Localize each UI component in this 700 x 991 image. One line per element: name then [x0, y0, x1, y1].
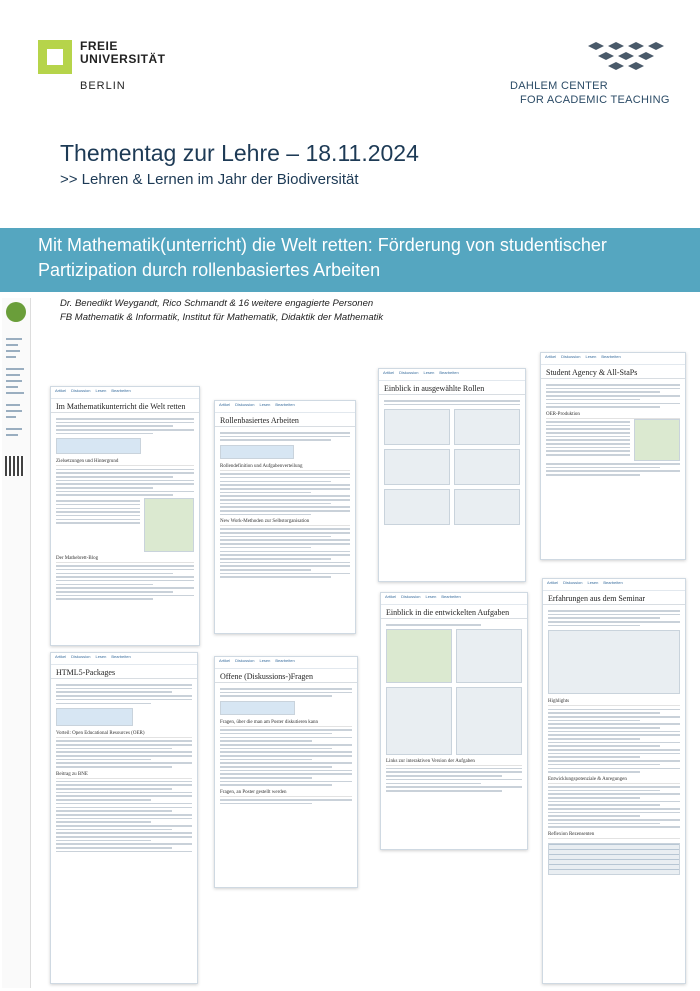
- sidebar-nav-line: [6, 338, 22, 340]
- card-title: Rollenbasiertes Arbeiten: [215, 413, 355, 427]
- card-tabs: [51, 653, 197, 665]
- role-card: [384, 409, 450, 445]
- card-tabs: [215, 657, 357, 669]
- tab-bearbeiten[interactable]: Bearbeiten: [111, 654, 131, 659]
- page-subtitle: >> Lehren & Lernen im Jahr der Biodiversität: [60, 171, 359, 188]
- authors: Dr. Benedikt Weygandt, Rico Schmandt & 16 weitere engagierte Personen: [60, 298, 374, 309]
- sidebar-nav-line: [6, 410, 22, 412]
- info-box: [56, 708, 133, 726]
- role-card: [384, 449, 450, 485]
- tab-lesen[interactable]: Lesen: [259, 658, 271, 663]
- poster-title: Mit Mathematik(unterricht) die Welt retten: Förderung von studentischer Partizipation durch rollenbasiertes Arbeiten: [38, 235, 607, 280]
- tab-lesen[interactable]: Lesen: [95, 388, 107, 393]
- tab-diskussion[interactable]: Diskussion: [401, 594, 421, 599]
- tab-artikel[interactable]: Artikel: [55, 388, 67, 393]
- tab-artikel[interactable]: Artikel: [219, 658, 231, 663]
- card-title: Im Mathematikunterricht die Welt retten: [51, 399, 199, 413]
- info-box: [56, 438, 141, 454]
- info-box: [220, 701, 295, 715]
- card-title: Einblick in die entwickelten Aufgaben: [381, 605, 527, 619]
- tab-bearbeiten[interactable]: Bearbeiten: [275, 658, 295, 663]
- sidebar-nav-line: [6, 428, 22, 430]
- section-heading: New Work-Methoden zur Selbstorganisation: [220, 518, 350, 526]
- tab-artikel[interactable]: Artikel: [55, 654, 67, 659]
- tab-lesen[interactable]: Lesen: [425, 594, 437, 599]
- allstaps-logo: [634, 419, 680, 461]
- wiki-card-open-questions: [214, 656, 358, 888]
- sidebar-nav-line: [6, 374, 20, 376]
- tab-diskussion[interactable]: Diskussion: [399, 370, 419, 375]
- dahlem-center-title: DAHLEM CENTER: [510, 80, 609, 92]
- card-title: Offene (Diskussions-)Fragen: [215, 669, 357, 683]
- sidebar-nav-line: [6, 434, 18, 436]
- section-heading: Beitrag zu BNE: [56, 771, 192, 779]
- card-title: Einblick in ausgewählte Rollen: [379, 381, 525, 395]
- fu-logo-line-2: UNIVERSITÄT: [80, 52, 166, 66]
- tab-bearbeiten[interactable]: Bearbeiten: [275, 402, 295, 407]
- tab-artikel[interactable]: Artikel: [219, 402, 231, 407]
- section-heading: Vorteil: Open Educational Resources (OER): [56, 730, 192, 738]
- role-card: [384, 489, 450, 525]
- fu-logo-text: [80, 40, 166, 66]
- section-heading: Reflexion Rezensenten: [548, 831, 680, 839]
- tab-artikel[interactable]: Artikel: [385, 594, 397, 599]
- task-image: [456, 687, 522, 755]
- tab-diskussion[interactable]: Diskussion: [561, 354, 581, 359]
- wiki-sidebar: [2, 298, 31, 988]
- wiki-card-tasks: [380, 592, 528, 850]
- tab-lesen[interactable]: Lesen: [585, 354, 597, 359]
- card-title: HTML5-Packages: [51, 665, 197, 679]
- task-image: [456, 629, 522, 683]
- task-image: [386, 687, 452, 755]
- wiki-card-student-agency: [540, 352, 686, 560]
- tab-bearbeiten[interactable]: Bearbeiten: [439, 370, 459, 375]
- tab-diskussion[interactable]: Diskussion: [71, 654, 91, 659]
- role-card: [454, 489, 520, 525]
- sidebar-nav-line: [6, 380, 22, 382]
- sidebar-nav-line: [6, 404, 20, 406]
- role-card: [454, 449, 520, 485]
- review-chart: [548, 843, 680, 875]
- dahlem-center-subtitle: FOR ACADEMIC TEACHING: [520, 94, 670, 106]
- tab-bearbeiten[interactable]: Bearbeiten: [601, 354, 621, 359]
- wiki-card-roles: [214, 400, 356, 634]
- tab-diskussion[interactable]: Diskussion: [563, 580, 583, 585]
- section-heading: Entwicklungspotenziale & Anregungen: [548, 776, 680, 784]
- sidebar-nav-line: [6, 356, 16, 358]
- section-heading: Highlights: [548, 698, 680, 706]
- sidebar-nav-line: [6, 386, 18, 388]
- fu-logo-mark: [38, 40, 72, 74]
- qr-code-icon: [5, 456, 25, 476]
- tab-lesen[interactable]: Lesen: [95, 654, 107, 659]
- wiki-card-html5: [50, 652, 198, 984]
- task-image: [386, 629, 452, 683]
- card-tabs: [51, 387, 199, 399]
- card-tabs: [541, 353, 685, 365]
- sidebar-nav-line: [6, 392, 24, 394]
- info-box: [220, 445, 294, 459]
- tab-artikel[interactable]: Artikel: [547, 580, 559, 585]
- tab-artikel[interactable]: Artikel: [383, 370, 395, 375]
- dahlem-center-logo: [586, 40, 666, 74]
- fu-logo-line-1: FREIE: [80, 39, 118, 53]
- tab-artikel[interactable]: Artikel: [545, 354, 557, 359]
- section-heading: Fragen, über die man am Poster diskutieren kann: [220, 719, 352, 727]
- sidebar-nav-line: [6, 350, 20, 352]
- card-tabs: [381, 593, 527, 605]
- card-tabs: [379, 369, 525, 381]
- section-heading: Der Mathebrett-Blog: [56, 555, 194, 563]
- sidebar-nav-line: [6, 416, 16, 418]
- wiki-card-experiences: [542, 578, 686, 984]
- role-card: [454, 409, 520, 445]
- section-heading: Fragen, an Poster gestellt werden: [220, 789, 352, 797]
- section-heading: Links zur interaktiven Version der Aufgaben: [386, 758, 522, 766]
- wiki-card-intro: [50, 386, 200, 646]
- sidebar-nav-line: [6, 344, 18, 346]
- tab-lesen[interactable]: Lesen: [587, 580, 599, 585]
- card-title: Student Agency & All-StaPs: [541, 365, 685, 379]
- tab-lesen[interactable]: Lesen: [423, 370, 435, 375]
- card-title: Erfahrungen aus dem Seminar: [543, 591, 685, 605]
- figure-image: [144, 498, 194, 552]
- card-tabs: [543, 579, 685, 591]
- tab-lesen[interactable]: Lesen: [259, 402, 271, 407]
- tab-diskussion[interactable]: Diskussion: [235, 402, 255, 407]
- section-heading: OER-Produktion: [546, 411, 680, 419]
- card-tabs: [215, 401, 355, 413]
- sidebar-nav-line: [6, 368, 24, 370]
- page-title: Thementag zur Lehre – 18.11.2024: [60, 140, 419, 166]
- wiki-logo: [6, 302, 26, 322]
- section-heading: Zielsetzungen und Hintergrund: [56, 458, 194, 466]
- tab-bearbeiten[interactable]: Bearbeiten: [603, 580, 623, 585]
- affiliation: FB Mathematik & Informatik, Institut für Mathematik, Didaktik der Mathematik: [60, 312, 384, 323]
- tab-bearbeiten[interactable]: Bearbeiten: [441, 594, 461, 599]
- tab-diskussion[interactable]: Diskussion: [235, 658, 255, 663]
- tab-bearbeiten[interactable]: Bearbeiten: [111, 388, 131, 393]
- tab-diskussion[interactable]: Diskussion: [71, 388, 91, 393]
- section-heading: Rollendefinition und Aufgabenverteilung: [220, 463, 350, 471]
- word-cloud-image: [548, 630, 680, 694]
- fu-logo-city: BERLIN: [80, 80, 126, 92]
- wiki-card-selected-roles: [378, 368, 526, 582]
